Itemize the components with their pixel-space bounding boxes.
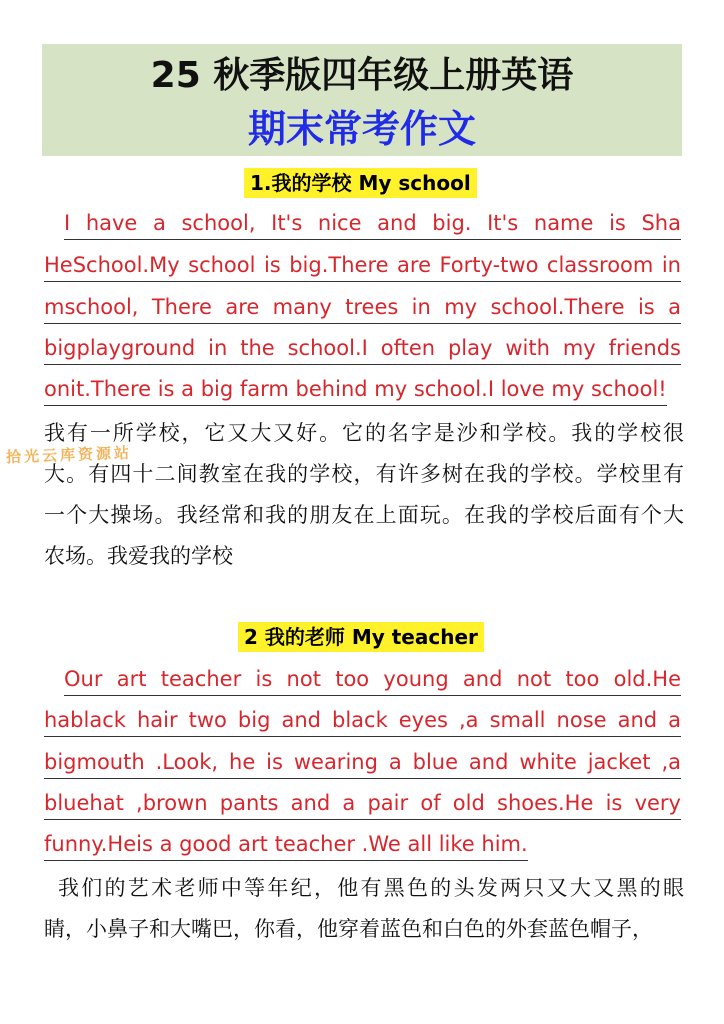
english-line: bigplayground in the school.I often play with my friends bbox=[44, 331, 681, 365]
english-line: bluehat ,brown pants and a pair of old shoes.He is very bbox=[44, 786, 681, 820]
english-line: I have a school, It's nice and big. It's name is Sha bbox=[64, 206, 681, 240]
page-subtitle: 期末常考作文 bbox=[247, 107, 476, 151]
english-line: bigmouth .Look, he is wearing a blue and white jacket ,a bbox=[44, 745, 681, 779]
page-title: 25 秋季版四年级上册英语 bbox=[150, 55, 574, 96]
english-line: hablack hair two big and black eyes ,a small nose and a bbox=[44, 703, 681, 737]
chinese-line: 农场。我爱我的学校 bbox=[44, 544, 233, 568]
header-banner bbox=[42, 44, 682, 156]
english-line: funny.Heis a good art teacher .We all like him. bbox=[44, 827, 528, 861]
section-title-school: 1.我的学校 My school bbox=[244, 168, 477, 198]
chinese-line: 睛，小鼻子和大嘴巴，你看，他穿着蓝色和白色的外套蓝色帽子， bbox=[44, 917, 653, 941]
section-title-teacher: 2 我的老师 My teacher bbox=[238, 622, 484, 652]
english-line: Our art teacher is not too young and not too old.He bbox=[64, 662, 681, 696]
english-line: HeSchool.My school is big.There are Forty-two classroom in bbox=[44, 248, 681, 282]
chinese-line: 我们的艺术老师中等年纪，他有黑色的头发两只又大又黑的眼 bbox=[58, 876, 684, 900]
english-line: onit.There is a big farm behind my school.I love my school! bbox=[44, 372, 667, 406]
chinese-line: 我有一所学校，它又大又好。它的名字是沙和学校。我的学校很 bbox=[44, 421, 684, 445]
watermark: 拾光云库资源站 bbox=[5, 443, 133, 467]
english-line: mschool, There are many trees in my school.There is a bbox=[44, 290, 681, 324]
chinese-line: 一个大操场。我经常和我的朋友在上面玩。在我的学校后面有个大 bbox=[44, 503, 684, 527]
chinese-line: 大。有四十二间教室在我的学校，有许多树在我的学校。学校里有 bbox=[44, 462, 684, 486]
